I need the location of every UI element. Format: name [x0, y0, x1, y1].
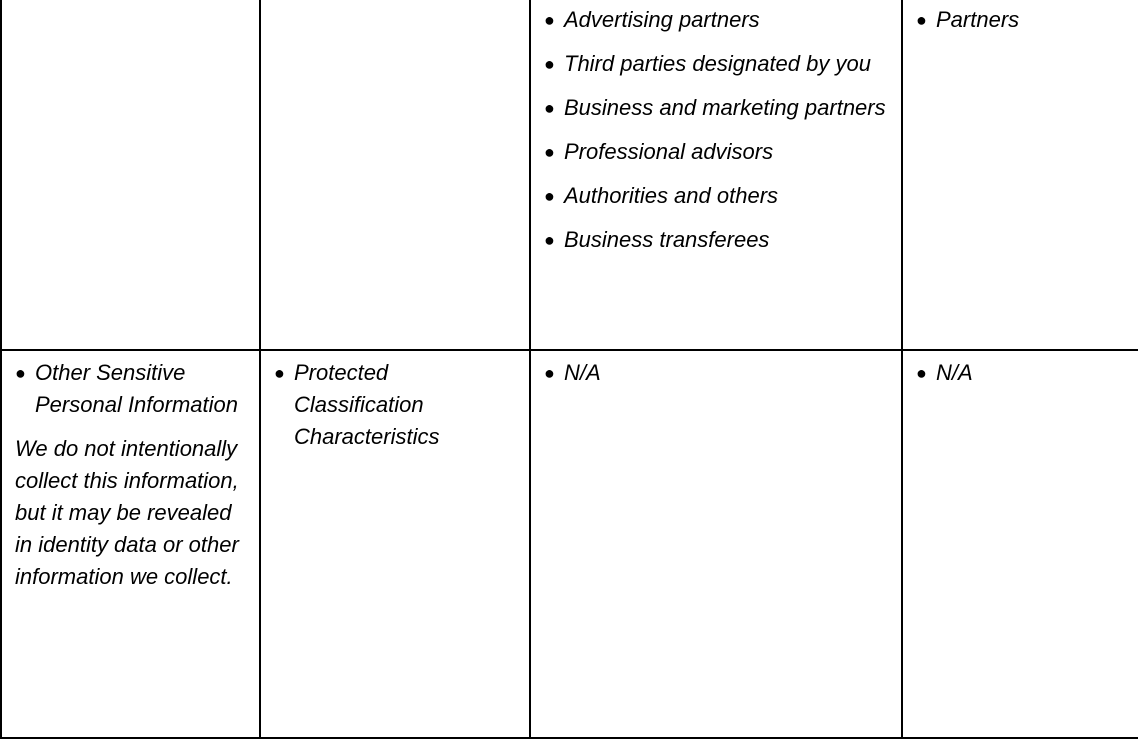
list-item: ● Advertising partners [544, 4, 893, 36]
sale-share-cell [902, 0, 1138, 350]
table-cell-empty [1, 0, 260, 350]
list-item: ● Third parties designated by you [544, 48, 893, 80]
bullet-icon: ● [544, 363, 555, 383]
list-item: ● Protected Classification Characteristics [274, 357, 521, 453]
sale-share-list [916, 4, 1138, 36]
list-item: ● Other Sensitive Personal Information [15, 357, 251, 421]
category-list [15, 357, 251, 421]
bullet-icon: ● [544, 186, 555, 206]
list-item: ● N/A [544, 357, 893, 389]
list-item: ● Business and marketing partners [544, 92, 893, 124]
table-row [1, 0, 1138, 350]
bullet-icon: ● [544, 142, 555, 162]
category-note: We do not intentionally collect this information, but it may be revealed in identity data or other information we collect. [15, 436, 239, 589]
bullet-icon: ● [15, 363, 26, 383]
table-row [1, 350, 1138, 738]
sale-share-cell [902, 350, 1138, 738]
table-cell-empty [260, 0, 530, 350]
bullet-icon: ● [544, 98, 555, 118]
bullet-icon: ● [916, 10, 927, 30]
list-item: ● Authorities and others [544, 180, 893, 212]
recipients-list [544, 357, 893, 389]
recipients-cell [530, 0, 902, 350]
sources-list [274, 357, 521, 453]
list-item: ● Business transferees [544, 224, 893, 256]
bullet-icon: ● [544, 230, 555, 250]
bullet-icon: ● [544, 54, 555, 74]
bullet-icon: ● [544, 10, 555, 30]
list-item: ● Partners [916, 4, 1138, 36]
list-item: ● N/A [916, 357, 1138, 389]
bullet-icon: ● [916, 363, 927, 383]
sale-share-list [916, 357, 1138, 389]
recipients-list [544, 4, 893, 256]
sources-cell [260, 350, 530, 738]
list-item: ● Professional advisors [544, 136, 893, 168]
category-cell [1, 350, 260, 738]
recipients-cell [530, 350, 902, 738]
bullet-icon: ● [274, 363, 285, 383]
